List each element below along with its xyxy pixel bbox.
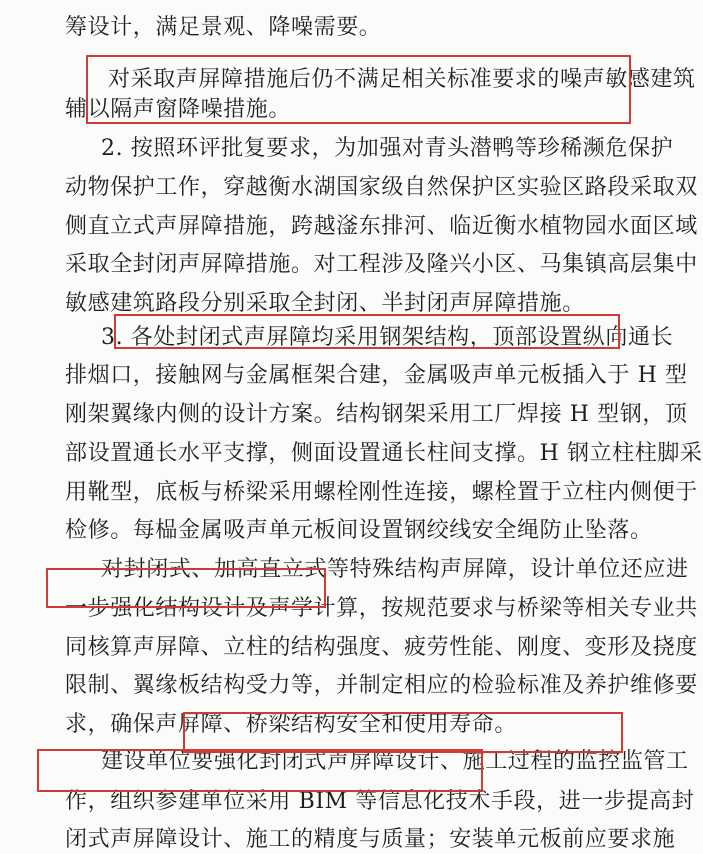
text-line-16: 一步强化结构设计及声学计算，按规范要求与桥梁等相关专业共 — [65, 596, 698, 621]
text-line-21: 作，组织参建单位采用 BIM 等信息化技术手段，进一步提高封 — [65, 789, 695, 814]
text-line-18: 限制、翼缘板结构受力等，并制定相应的检验标准及养护维修要 — [65, 673, 698, 698]
text-line-7: 采取全封闭声屏障措施。对工程涉及隆兴小区、马集镇高层集中 — [65, 252, 698, 277]
text-line-13: 用靴型，底板与桥梁采用螺栓刚性连接，螺栓置于立柱内侧便于 — [65, 480, 698, 505]
text-line-10: 排烟口，接触网与金属框架合建，金属吸声单元板插入于 H 型 — [65, 363, 688, 388]
text-line-17: 同核算声屏障、立柱的结构强度、疲劳性能、刚度、变形及挠度 — [65, 635, 698, 660]
highlight-box-acoustic-calc — [46, 568, 326, 608]
text-line-12: 部设置通长水平支撑，侧面设置通长柱间支撑。H 钢立柱柱脚采 — [65, 441, 703, 466]
text-line-14: 检修。每榀金属吸声单元板间设置钢绞线安全绳防止坠落。 — [65, 518, 653, 543]
text-line-1: 筹设计，满足景观、降噪需要。 — [65, 15, 382, 40]
highlight-box-noise-sensitive — [86, 55, 631, 124]
highlight-box-steel-frame — [114, 314, 620, 349]
text-line-15: 对封闭式、加高直立式等特殊结构声屏障，设计单位还应进 — [101, 557, 689, 582]
text-line-22: 闭式声屏障设计、施工的精度与质量；安装单元板前应要求施 — [65, 827, 676, 852]
text-line-20: 建设单位要强化封闭式声屏障设计、施工过程的监控监管工 — [101, 749, 689, 774]
text-line-11: 刚架翼缘内侧的设计方案。结构钢架采用工厂焊接 H 型钢，顶 — [65, 402, 688, 427]
highlight-box-monitoring — [183, 712, 623, 753]
text-line-19: 求，确保声屏障、桥梁结构安全和使用寿命。 — [65, 712, 518, 737]
text-line-2: 对采取声屏障措施后仍不满足相关标准要求的噪声敏感建筑 — [108, 67, 696, 92]
text-line-3: 辅以隔声窗降噪措施。 — [65, 97, 292, 122]
text-line-8: 敏感建筑路段分别采取全封闭、半封闭声屏障措施。 — [65, 291, 585, 316]
highlight-box-bim — [37, 749, 483, 792]
text-line-5: 动物保护工作，穿越衡水湖国家级自然保护区实验区路段采取双 — [65, 175, 698, 200]
text-line-9: 3. 各处封闭式声屏障均采用钢架结构，顶部设置纵向通长 — [101, 325, 674, 350]
text-line-4: 2. 按照环评批复要求，为加强对青头潜鸭等珍稀濒危保护 — [101, 136, 674, 161]
text-line-6: 侧直立式声屏障措施，跨越滏东排河、临近衡水植物园水面区域 — [65, 214, 698, 239]
